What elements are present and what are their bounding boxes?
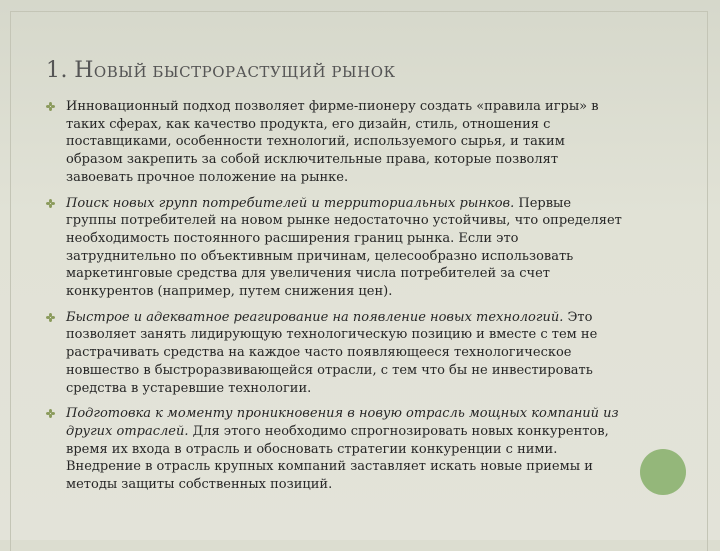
page-title — [46, 58, 396, 83]
item-italic: Поиск новых групп потребителей и территориальных рынков. — [66, 195, 515, 211]
title-first-letter: Н — [74, 58, 94, 83]
item-italic: Подготовка к моменту проникновения в новую отрасль мощных компаний из других отраслей. — [66, 406, 619, 439]
item-text: Инновационный подход позволяет фирме-пионеру создать «правила игры» в таких сферах, как качество продукта, его дизайн, стиль, отношения с поставщиками, особенности технологий, используемого сырья, и таким образом закрепить за собой исключительные права, которые позволят завоевать прочное положение на рынке. — [66, 99, 599, 185]
item-text: Первые группы потребителей на новом рынке недостаточно устойчивы, что определяет необходимость постоянного расширения границ рынка. Если это затруднительно по объективным причинам, целесообразно использовать маркетинговые средства для увеличения числа потребителей за счет конкурентов (например, путем снижения цен). — [66, 195, 622, 300]
item-text: Это позволяет занять лидирующую технологическую позицию и вместе с тем не растрачивать средства на каждое часто появляющееся технологическое новшество в быстроразвивающейся отрасли, с тем что бы не инвестировать средства в устаревшие технологии. — [66, 309, 598, 396]
title-number: 1. — [46, 58, 68, 83]
list-item — [46, 98, 686, 187]
list-item — [46, 195, 686, 301]
list-item — [46, 309, 686, 398]
four-leaf-bullet-icon — [46, 199, 55, 208]
four-leaf-bullet-icon — [46, 409, 55, 418]
item-italic: Быстрое и адекватное реагирование на появление новых технологий. — [66, 309, 564, 325]
decorative-circle — [640, 449, 686, 495]
bullet-list — [46, 98, 686, 502]
four-leaf-bullet-icon — [46, 102, 55, 111]
item-text: Для этого необходимо спрогнозировать новых конкурентов, время их входа в отрасль и обосновать стратегии конкуренции с ними. Внедрение в отрасль крупных компаний заставляет искать новые приемы и методы защиты собственных позиций. — [66, 423, 609, 493]
list-item — [46, 405, 686, 494]
four-leaf-bullet-icon — [46, 313, 55, 322]
title-rest: ОВЫЙ БЫСТРОРАСТУЩИЙ РЫНОК — [93, 63, 396, 81]
